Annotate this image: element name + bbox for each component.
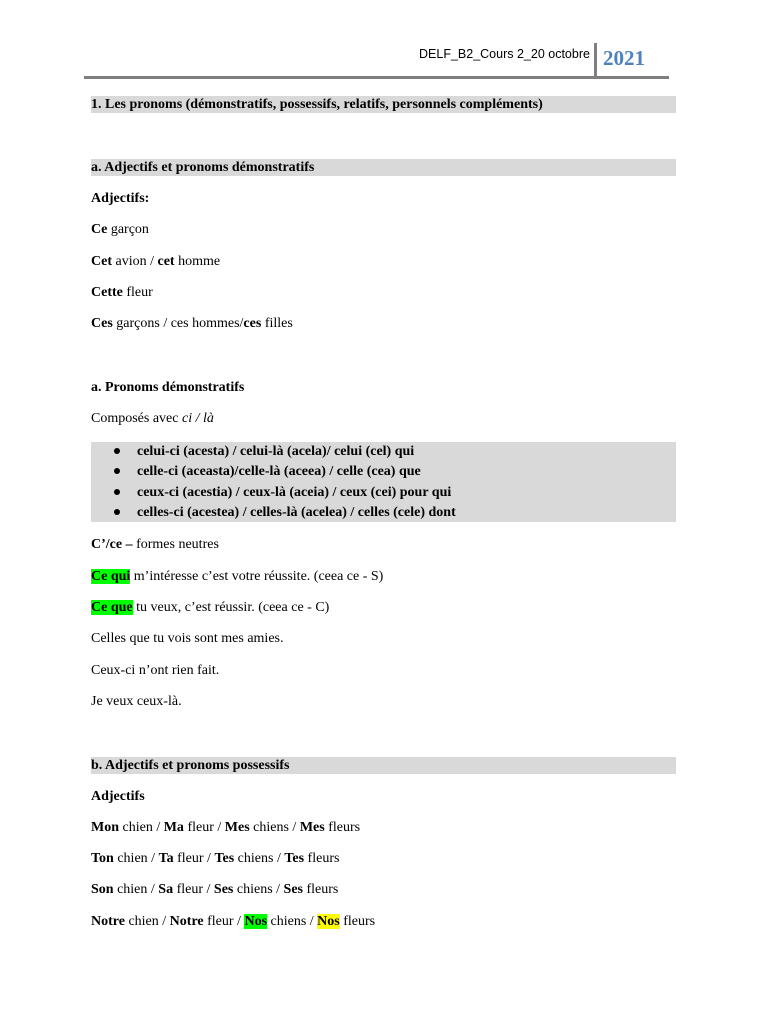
highlighted-term: Nos [317, 914, 340, 929]
section-possessifs-title: b. Adjectifs et pronoms possessifs [91, 757, 676, 774]
bold-term: Mes [224, 820, 250, 835]
bold-term: ces [243, 316, 262, 331]
example-celles: Celles que tu vois sont mes amies. [91, 631, 284, 646]
example-ces [91, 315, 293, 333]
possessifs-adjectifs-label: Adjectifs [91, 789, 145, 804]
bold-term: Ta [158, 851, 174, 866]
bullet-text: celles-ci (acestea) / celles-là (acelea) / celles (cele) dont [137, 505, 456, 520]
bullet-text: ceux-ci (acestia) / ceux-là (aceia) / ceux (cei) pour qui [137, 485, 452, 500]
example-text: garçons / ces hommes/ [112, 316, 244, 331]
section-demonstratifs-title: a. Adjectifs et pronoms démonstratifs [91, 159, 676, 176]
bullet-icon [114, 509, 120, 515]
highlighted-term: Ce qui [91, 569, 131, 584]
example-text: chiens / [234, 851, 285, 866]
header-divider [594, 43, 597, 78]
example-text: chiens / [233, 882, 284, 897]
bullet-text: celui-ci (acesta) / celui-là (acela)/ celui (cel) qui [137, 444, 415, 459]
example-text: homme [174, 254, 221, 269]
bold-term: Ses [283, 882, 303, 897]
bold-term: Ton [91, 851, 114, 866]
possessif-row-notre [91, 913, 375, 931]
bold-term: Notre [169, 914, 204, 929]
composes-italic: ci / là [181, 411, 214, 426]
highlighted-term: Ce que [91, 600, 133, 615]
example-text: m’intéresse c’est votre réussite. (ceea ce - S) [130, 569, 384, 584]
example-ceux-ci: Ceux-ci n’ont rien fait. [91, 663, 220, 678]
composes-line [91, 410, 214, 428]
bold-term: Son [91, 882, 114, 897]
pronoms-demonstratifs-title: a. Pronoms démonstratifs [91, 380, 245, 395]
example-text: fleur / [203, 914, 245, 929]
example-text: fleur / [173, 882, 214, 897]
bold-term: Notre [91, 914, 125, 929]
example-text: chien / [119, 820, 164, 835]
bold-term: Cette [91, 285, 123, 300]
bullet-icon [114, 489, 120, 495]
example-text: tu veux, c’est réussir. (ceea ce - C) [132, 600, 330, 615]
example-text: avion / [112, 254, 158, 269]
example-text: fleurs [304, 851, 340, 866]
bullet-icon [114, 448, 120, 454]
document-header-year: 2021 [603, 46, 645, 70]
example-text: fleur [122, 285, 153, 300]
bold-term: Tes [214, 851, 235, 866]
document-header-course: DELF_B2_Cours 2_20 octobre [419, 47, 590, 61]
bullet-text: celle-ci (aceasta)/celle-là (aceea) / celle (cea) que [137, 464, 421, 479]
bold-term: Sa [158, 882, 174, 897]
possessif-row-son [91, 881, 338, 899]
example-text: chien / [124, 914, 170, 929]
bold-term: Ses [213, 882, 234, 897]
example-text: fleur / [173, 851, 215, 866]
bold-term: Ma [163, 820, 184, 835]
adjectifs-label: Adjectifs: [91, 191, 150, 206]
bold-term: C’/ce – [91, 537, 133, 552]
example-text: chien / [113, 882, 159, 897]
section-1-title: 1. Les pronoms (démonstratifs, possessifs, relatifs, personnels compléments) [91, 96, 676, 113]
bold-term: Cet [91, 254, 112, 269]
example-cet [91, 253, 220, 271]
bold-term: Mon [91, 820, 119, 835]
bold-term: Tes [284, 851, 305, 866]
bold-term: cet [157, 254, 175, 269]
highlighted-term: Nos [244, 914, 268, 929]
bullet-item [114, 463, 421, 481]
example-cette [91, 284, 153, 302]
example-text: formes neutres [132, 537, 219, 552]
pronoms-bullet-list [91, 442, 676, 522]
example-text: fleurs [339, 914, 376, 929]
bold-term: Ce [91, 222, 108, 237]
bullet-item [114, 443, 414, 461]
formes-neutres-line [91, 536, 219, 554]
bullet-icon [114, 468, 120, 474]
example-text: fleurs [302, 882, 339, 897]
example-text: chien / [113, 851, 159, 866]
example-ce [91, 221, 149, 239]
example-text: fleurs [324, 820, 361, 835]
composes-prefix: Composés avec [91, 411, 182, 426]
header-rule [84, 76, 669, 79]
example-text: garçon [107, 222, 149, 237]
example-ce-qui [91, 568, 383, 586]
possessif-row-ton [91, 850, 339, 868]
example-ce-que [91, 599, 329, 617]
bold-term: Mes [299, 820, 325, 835]
bullet-item [114, 504, 456, 522]
example-text: chiens / [249, 820, 300, 835]
example-text: filles [261, 316, 293, 331]
possessif-row-mon [91, 819, 360, 837]
bold-term: Ces [91, 316, 113, 331]
example-text: fleur / [183, 820, 225, 835]
bullet-item [114, 484, 451, 502]
example-ceux-la: Je veux ceux-là. [91, 694, 182, 709]
example-text: chiens / [267, 914, 318, 929]
